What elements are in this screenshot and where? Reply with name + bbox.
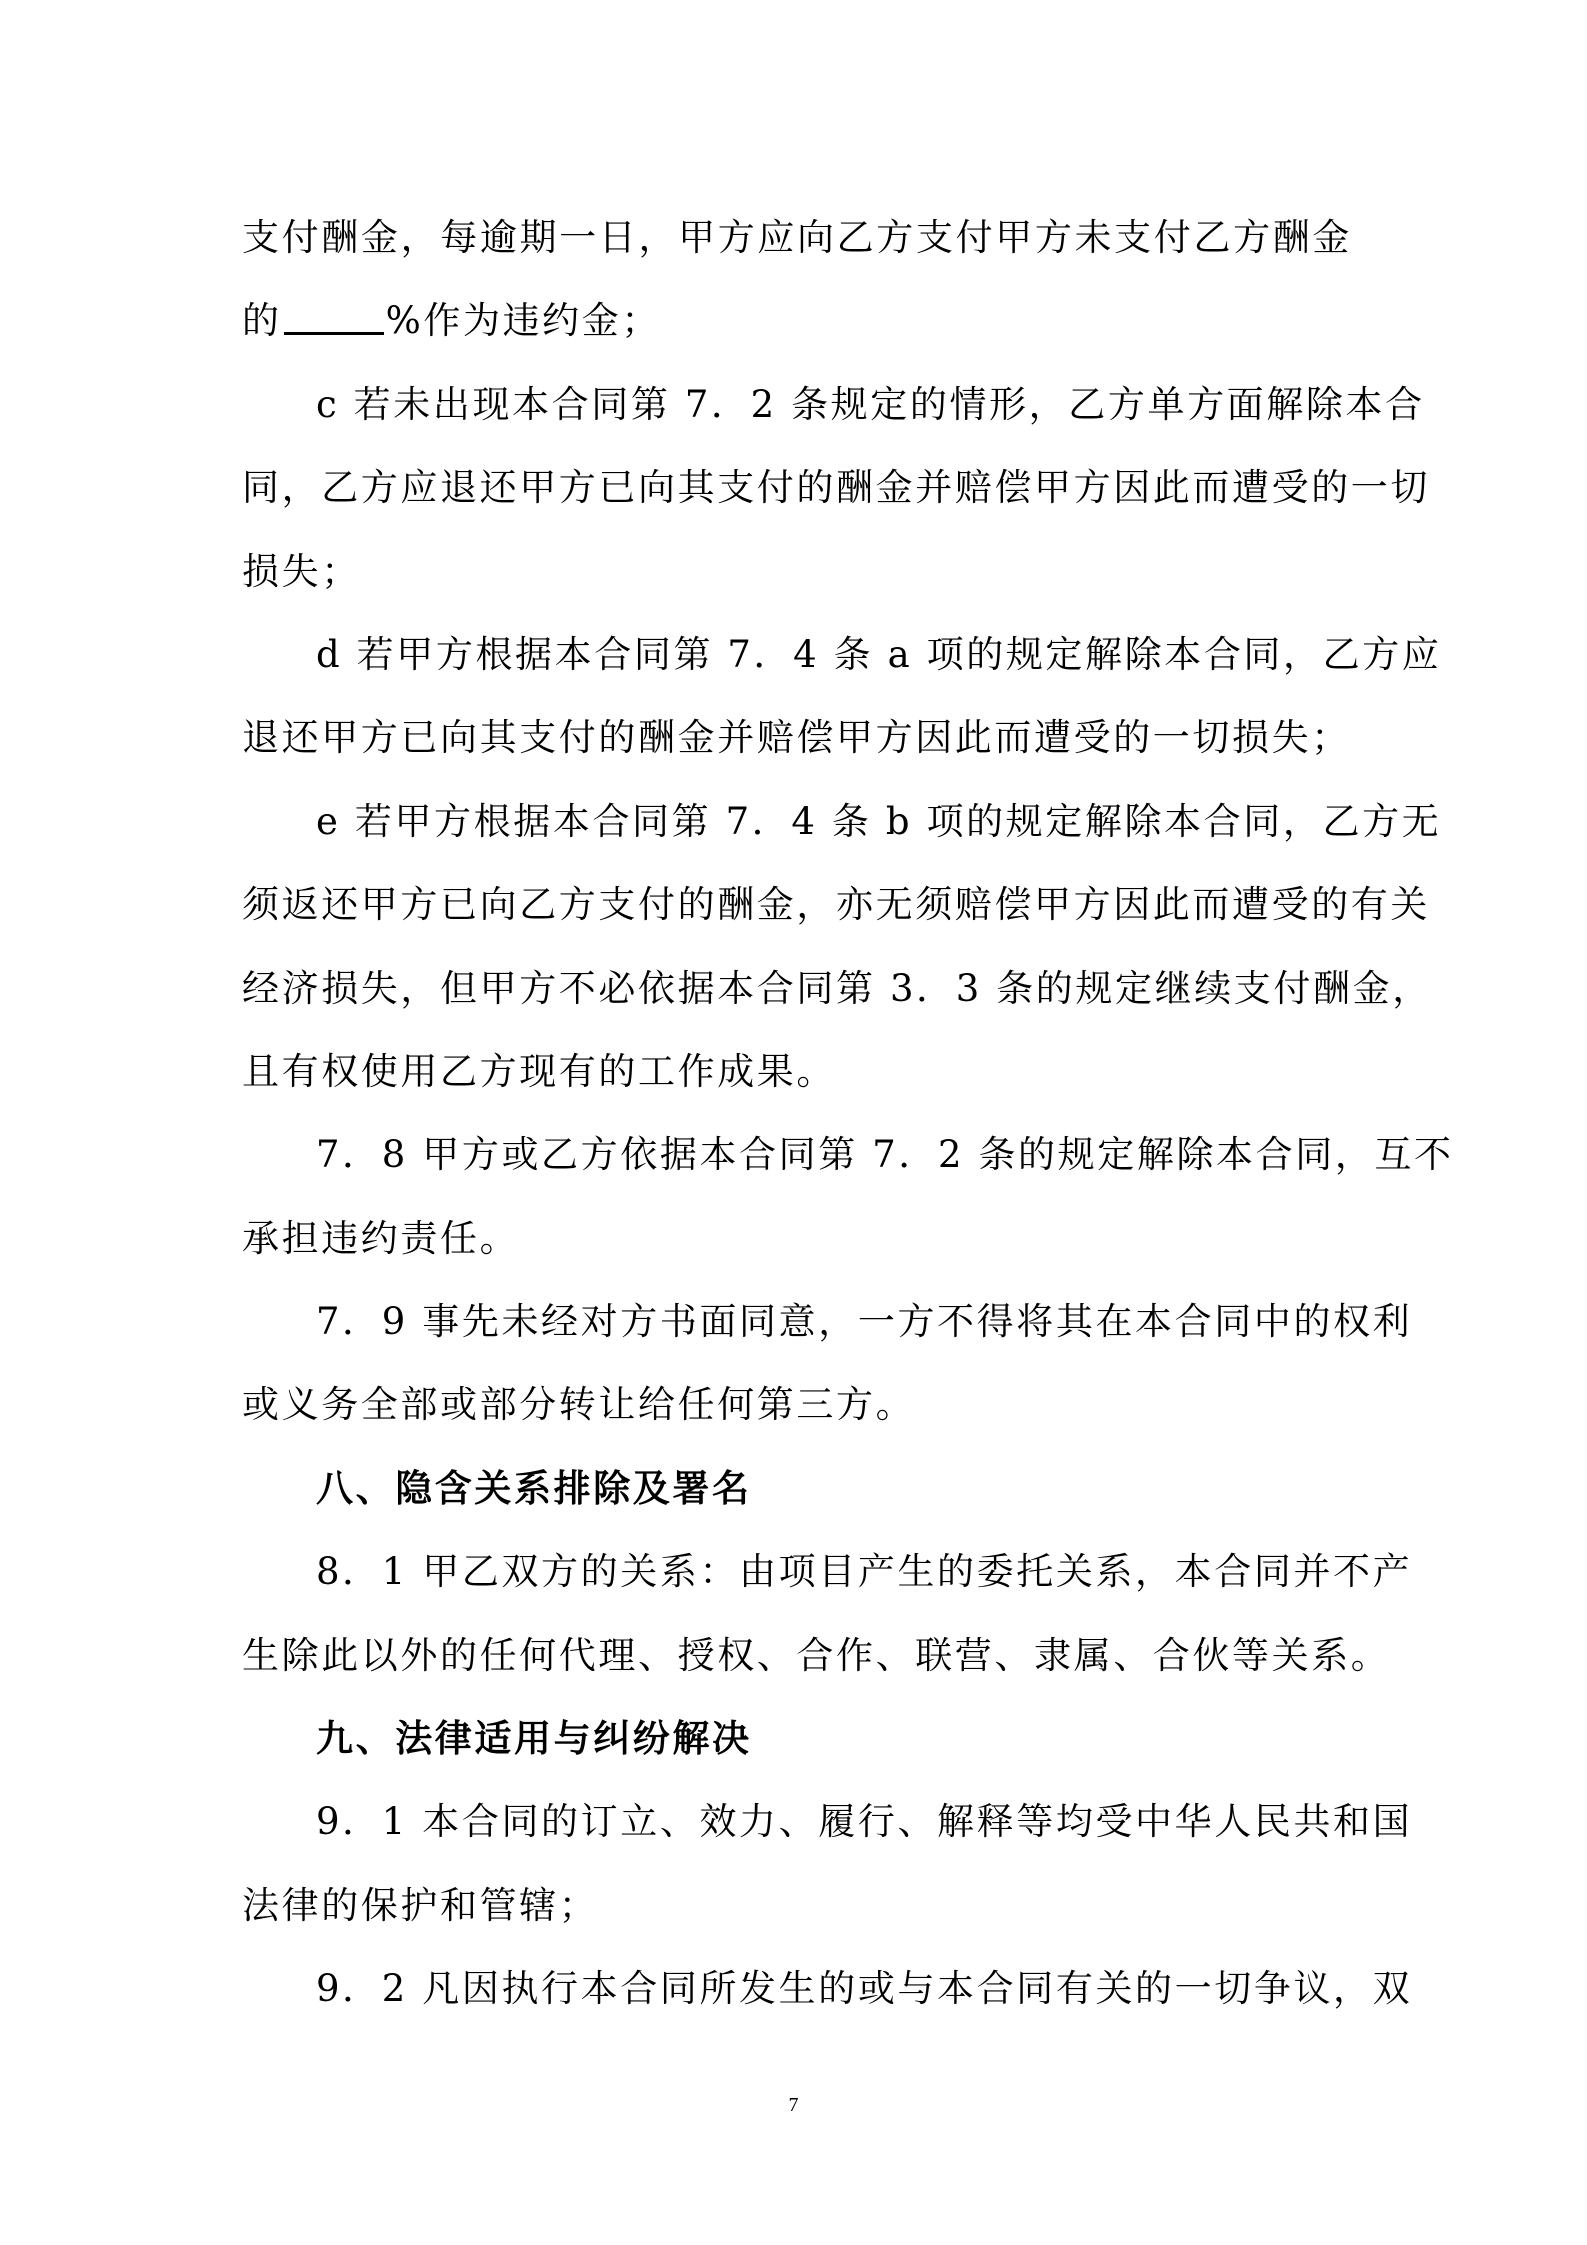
text-line: 损失； bbox=[242, 549, 361, 593]
text-line: 须返还甲方已向乙方支付的酬金，亦无须赔偿甲方因此而遭受的有关 bbox=[242, 883, 1430, 927]
text-line: 或义务全部或部分转让给任何第三方。 bbox=[242, 1383, 916, 1427]
document-body bbox=[242, 196, 1454, 2031]
clause-8-1: 8．1 甲乙双方的关系：由项目产生的委托关系，本合同并不产 bbox=[316, 1550, 1413, 1594]
section-heading-8: 八、隐含关系排除及署名 bbox=[316, 1465, 752, 1510]
text-line: 法律的保护和管辖； bbox=[242, 1883, 599, 1927]
text-line: 承担违约责任。 bbox=[242, 1216, 520, 1260]
text-line: 支付酬金，每逾期一日，甲方应向乙方支付甲方未支付乙方酬金 bbox=[242, 216, 1352, 259]
fill-in-blank bbox=[284, 302, 384, 335]
text-line: 同，乙方应退还甲方已向其支付的酬金并赔偿甲方因此而遭受的一切 bbox=[242, 466, 1430, 510]
text-line: 且有权使用乙方现有的工作成果。 bbox=[242, 1049, 836, 1093]
text-line: 经济损失，但甲方不必依据本合同第 3．3 条的规定继续支付酬金， bbox=[242, 966, 1432, 1010]
blank-suffix: %作为违约金； bbox=[385, 299, 661, 343]
page-number: 7 bbox=[788, 2094, 799, 2116]
clause-9-2: 9．2 凡因执行本合同所发生的或与本合同有关的一切争议，双 bbox=[316, 1967, 1413, 2011]
clause-7-8: 7．8 甲方或乙方依据本合同第 7．2 条的规定解除本合同，互不 bbox=[316, 1133, 1454, 1177]
text-line: d 若甲方根据本合同第 7．4 条 a 项的规定解除本合同，乙方应 bbox=[316, 632, 1442, 676]
text-line: e 若甲方根据本合同第 7．4 条 b 项的规定解除本合同，乙方无 bbox=[316, 799, 1442, 843]
text-line: c 若未出现本合同第 7．2 条规定的情形，乙方单方面解除本合 bbox=[316, 382, 1425, 426]
text-line: 生除此以外的任何代理、授权、合作、联营、隶属、合伙等关系。 bbox=[242, 1633, 1391, 1677]
clause-9-1: 9．1 本合同的订立、效力、履行、解释等均受中华人民共和国 bbox=[316, 1800, 1413, 1844]
clause-7-9: 7．9 事先未经对方书面同意，一方不得将其在本合同中的权利 bbox=[316, 1300, 1413, 1344]
text-line-with-blank bbox=[242, 279, 1352, 362]
text-line: 退还甲方已向其支付的酬金并赔偿甲方因此而遭受的一切损失； bbox=[242, 716, 1351, 760]
section-heading-9: 九、法律适用与纠纷解决 bbox=[316, 1716, 752, 1761]
blank-prefix: 的 bbox=[242, 299, 282, 343]
